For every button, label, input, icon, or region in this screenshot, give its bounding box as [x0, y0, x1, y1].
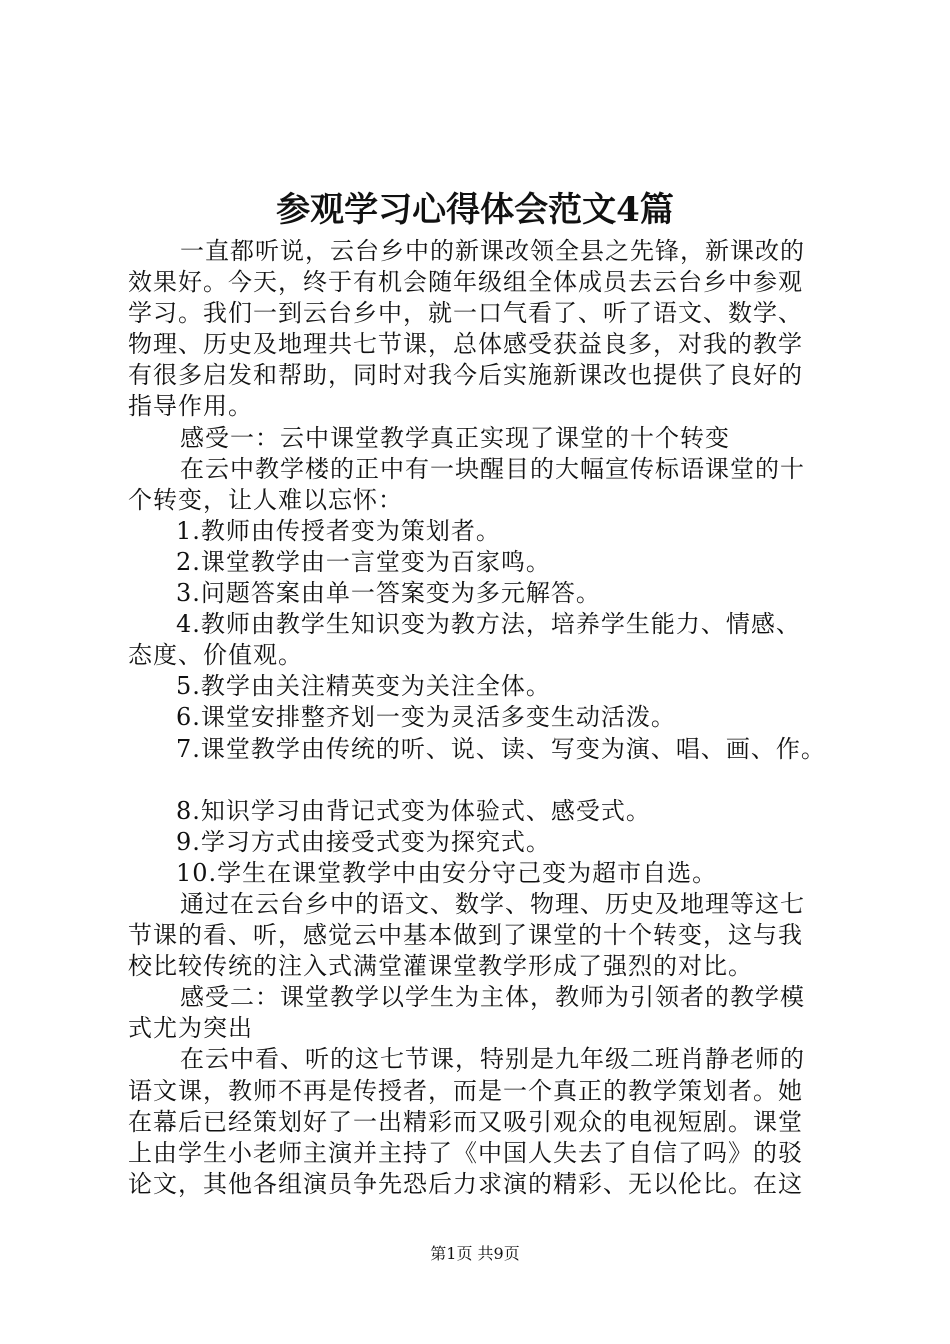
paragraph-line: 在云中看、听的这七节课，特别是九年级二班肖静老师的: [180, 1045, 805, 1074]
list-item-continuation: 态度、价值观。: [128, 641, 303, 670]
page-footer: 第1页 共9页: [430, 1244, 520, 1263]
paragraph-line: 节课的看、听，感觉云中基本做到了课堂的十个转变，这与我: [128, 921, 803, 950]
list-item: 7.课堂教学由传统的听、说、读、写变为演、唱、画、作。: [176, 734, 826, 763]
list-item: 3.问题答案由单一答案变为多元解答。: [176, 579, 601, 608]
paragraph-line: 校比较传统的注入式满堂灌课堂教学形成了强烈的对比。: [128, 952, 753, 981]
list-item: 2.课堂教学由一言堂变为百家鸣。: [176, 547, 551, 576]
paragraph-line: 个转变，让人难以忘怀：: [128, 485, 403, 514]
paragraph-line: 论文，其他各组演员争先恐后力求演的精彩、无以伦比。在这: [128, 1169, 803, 1198]
paragraph-line: 通过在云台乡中的语文、数学、物理、历史及地理等这七: [180, 889, 805, 918]
list-item: 4.教师由教学生知识变为教方法，培养学生能力、情感、: [176, 610, 801, 639]
list-item: 8.知识学习由背记式变为体验式、感受式。: [176, 796, 651, 825]
paragraph-line: 有很多启发和帮助，同时对我今后实施新课改也提供了良好的: [128, 361, 803, 390]
list-item: 1.教师由传授者变为策划者。: [176, 516, 501, 545]
paragraph-line: 效果好。今天，终于有机会随年级组全体成员去云台乡中参观: [128, 268, 803, 297]
list-item: 5.教学由关注精英变为关注全体。: [176, 672, 551, 701]
paragraph-line: 在云中教学楼的正中有一块醒目的大幅宣传标语课堂的十: [180, 454, 805, 483]
section-heading: 感受一：云中课堂教学真正实现了课堂的十个转变: [180, 423, 730, 452]
document-title: 参观学习心得体会范文4篇: [276, 190, 674, 230]
paragraph-line: 语文课，教师不再是传授者，而是一个真正的教学策划者。她: [128, 1076, 803, 1105]
paragraph-line: 上由学生小老师主演并主持了《中国人失去了自信了吗》的驳: [128, 1138, 803, 1167]
list-item: 10.学生在课堂教学中由安分守己变为超市自选。: [176, 858, 718, 887]
paragraph-line: 物理、历史及地理共七节课，总体感受获益良多，对我的教学: [128, 330, 803, 359]
paragraph-line: 一直都听说，云台乡中的新课改领全县之先锋，新课改的: [180, 237, 805, 265]
paragraph-line: 指导作用。: [128, 392, 253, 421]
paragraph-line: 学习。我们一到云台乡中，就一口气看了、听了语文、数学、: [128, 299, 803, 328]
list-item: 9.学习方式由接受式变为探究式。: [176, 827, 551, 856]
blank-line: [128, 765, 828, 796]
document-body: [128, 236, 828, 1200]
section-heading: 感受二：课堂教学以学生为主体，教师为引领者的教学模: [180, 983, 805, 1012]
paragraph-line: 在幕后已经策划好了一出精彩而又吸引观众的电视短剧。课堂: [128, 1107, 803, 1136]
section-heading-continuation: 式尤为突出: [128, 1014, 253, 1043]
list-item: 6.课堂安排整齐划一变为灵活多变生动活泼。: [176, 703, 676, 732]
